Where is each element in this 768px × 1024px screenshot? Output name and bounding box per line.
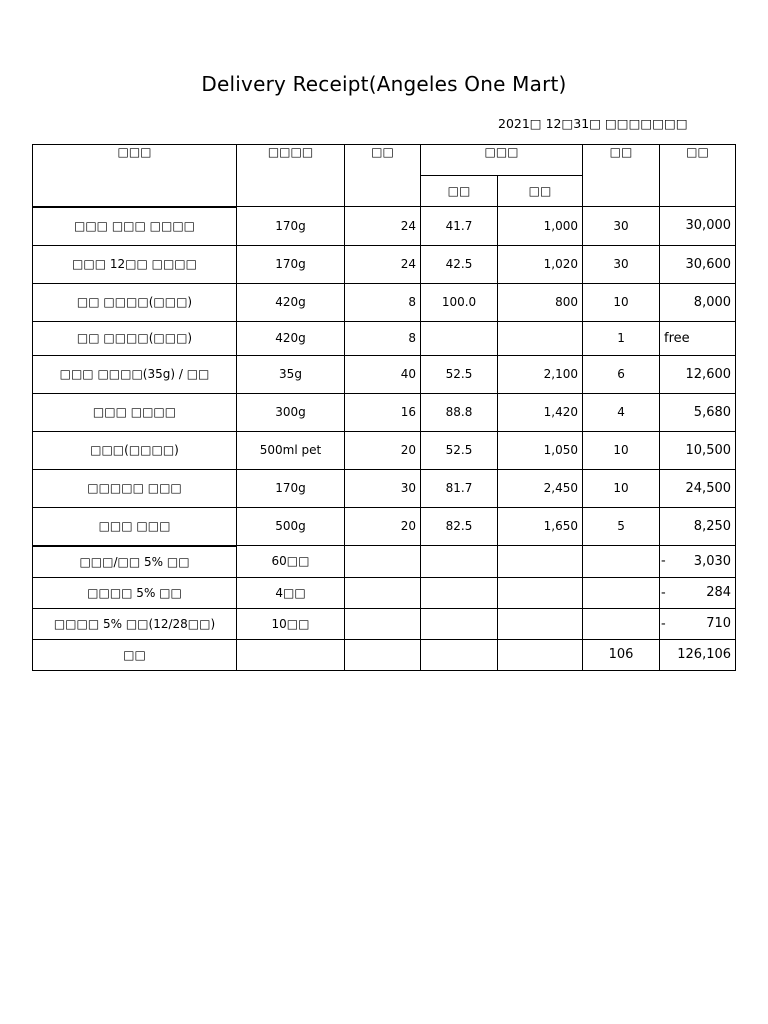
discount-name: □□□□ 5% □□	[33, 577, 237, 608]
header-pack: □□	[345, 145, 421, 207]
table-row	[33, 321, 736, 355]
item-pack: 20	[345, 507, 421, 546]
item-amount: free	[660, 321, 736, 355]
minus-sign: -	[661, 553, 666, 569]
item-spec: 170g	[237, 245, 345, 283]
item-unit-price-a: 82.5	[421, 507, 498, 546]
empty-cell	[237, 639, 345, 670]
discount-row	[33, 546, 736, 578]
item-amount: 8,250	[660, 507, 736, 546]
item-name: □□ □□□□(□□□)	[33, 321, 237, 355]
minus-sign: -	[661, 616, 666, 631]
total-label: □□	[33, 639, 237, 670]
discount-spec: 4□□	[237, 577, 345, 608]
empty-cell	[345, 577, 421, 608]
item-pack: 8	[345, 283, 421, 321]
table-row	[33, 355, 736, 393]
empty-cell	[421, 639, 498, 670]
discount-row	[33, 608, 736, 639]
item-unit-price-b: 2,100	[498, 355, 583, 393]
item-qty: 4	[583, 393, 660, 431]
item-unit-price-b: 1,000	[498, 207, 583, 246]
receipt-table	[32, 144, 736, 671]
empty-cell	[583, 608, 660, 639]
table-row	[33, 507, 736, 546]
item-unit-price-b: 1,020	[498, 245, 583, 283]
item-amount: 8,000	[660, 283, 736, 321]
item-qty: 6	[583, 355, 660, 393]
empty-cell	[421, 577, 498, 608]
discount-spec: 60□□	[237, 546, 345, 578]
discount-name: □□□/□□ 5% □□	[33, 546, 237, 578]
item-name: □□□(□□□□)	[33, 431, 237, 469]
discount-amount-cell	[660, 546, 736, 578]
item-unit-price-a: 88.8	[421, 393, 498, 431]
item-name: □□□□□ □□□	[33, 469, 237, 507]
item-qty: 10	[583, 469, 660, 507]
receipt-date: 2021□ 12□31□ □□□□□□□	[498, 116, 688, 131]
item-pack: 20	[345, 431, 421, 469]
item-unit-price-b: 1,420	[498, 393, 583, 431]
item-spec: 170g	[237, 207, 345, 246]
item-name: □□□ □□□□(35g) / □□	[33, 355, 237, 393]
item-qty: 5	[583, 507, 660, 546]
item-name: □□□ □□□□	[33, 393, 237, 431]
discount-name: □□□□ 5% □□(12/28□□)	[33, 608, 237, 639]
empty-cell	[345, 639, 421, 670]
empty-cell	[498, 639, 583, 670]
item-pack: 24	[345, 207, 421, 246]
header-amount: □□	[660, 145, 736, 207]
discount-row	[33, 577, 736, 608]
item-spec: 170g	[237, 469, 345, 507]
header-spec: □□□□	[237, 145, 345, 207]
discount-amount: 710	[706, 616, 732, 631]
item-unit-price-b	[498, 321, 583, 355]
item-name: □□□ □□□	[33, 507, 237, 546]
item-spec: 420g	[237, 283, 345, 321]
table-row	[33, 245, 736, 283]
empty-cell	[421, 546, 498, 578]
item-unit-price-b: 800	[498, 283, 583, 321]
discount-amount: 284	[706, 585, 732, 600]
header-name: □□□	[33, 145, 237, 207]
item-pack: 8	[345, 321, 421, 355]
item-unit-price-b: 2,450	[498, 469, 583, 507]
empty-cell	[498, 546, 583, 578]
item-pack: 40	[345, 355, 421, 393]
table-row	[33, 207, 736, 246]
item-amount: 12,600	[660, 355, 736, 393]
total-row	[33, 639, 736, 670]
item-unit-price-a: 81.7	[421, 469, 498, 507]
item-spec: 500ml pet	[237, 431, 345, 469]
item-amount: 30,000	[660, 207, 736, 246]
item-unit-price-a: 52.5	[421, 431, 498, 469]
item-amount: 24,500	[660, 469, 736, 507]
item-name: □□□ □□□ □□□□	[33, 207, 237, 246]
item-pack: 30	[345, 469, 421, 507]
discount-amount: 3,030	[693, 553, 732, 569]
table-row	[33, 431, 736, 469]
empty-cell	[498, 577, 583, 608]
table-row	[33, 393, 736, 431]
empty-cell	[583, 577, 660, 608]
item-unit-price-a: 41.7	[421, 207, 498, 246]
total-qty: 106	[583, 639, 660, 670]
header-unit-price-b: □□	[498, 176, 583, 207]
item-pack: 16	[345, 393, 421, 431]
header-unit-price-a: □□	[421, 176, 498, 207]
page-title: Delivery Receipt(Angeles One Mart)	[201, 72, 567, 96]
item-spec: 35g	[237, 355, 345, 393]
empty-cell	[345, 608, 421, 639]
discount-spec: 10□□	[237, 608, 345, 639]
item-qty: 1	[583, 321, 660, 355]
empty-cell	[583, 546, 660, 578]
item-name: □□□ 12□□ □□□□	[33, 245, 237, 283]
discount-amount-cell	[660, 608, 736, 639]
discount-amount-cell	[660, 577, 736, 608]
empty-cell	[498, 608, 583, 639]
item-amount: 10,500	[660, 431, 736, 469]
item-spec: 500g	[237, 507, 345, 546]
item-pack: 24	[345, 245, 421, 283]
item-unit-price-a: 42.5	[421, 245, 498, 283]
item-unit-price-a	[421, 321, 498, 355]
total-amount: 126,106	[660, 639, 736, 670]
item-spec: 300g	[237, 393, 345, 431]
item-spec: 420g	[237, 321, 345, 355]
header-unit-price: □□□	[421, 145, 583, 176]
item-qty: 30	[583, 207, 660, 246]
item-amount: 5,680	[660, 393, 736, 431]
table-row	[33, 283, 736, 321]
empty-cell	[421, 608, 498, 639]
item-unit-price-a: 100.0	[421, 283, 498, 321]
item-unit-price-b: 1,650	[498, 507, 583, 546]
item-qty: 30	[583, 245, 660, 283]
item-qty: 10	[583, 283, 660, 321]
header-row	[33, 145, 736, 176]
item-unit-price-a: 52.5	[421, 355, 498, 393]
table-row	[33, 469, 736, 507]
item-qty: 10	[583, 431, 660, 469]
item-unit-price-b: 1,050	[498, 431, 583, 469]
header-qty: □□	[583, 145, 660, 207]
item-name: □□ □□□□(□□□)	[33, 283, 237, 321]
empty-cell	[345, 546, 421, 578]
item-amount: 30,600	[660, 245, 736, 283]
minus-sign: -	[661, 585, 666, 600]
